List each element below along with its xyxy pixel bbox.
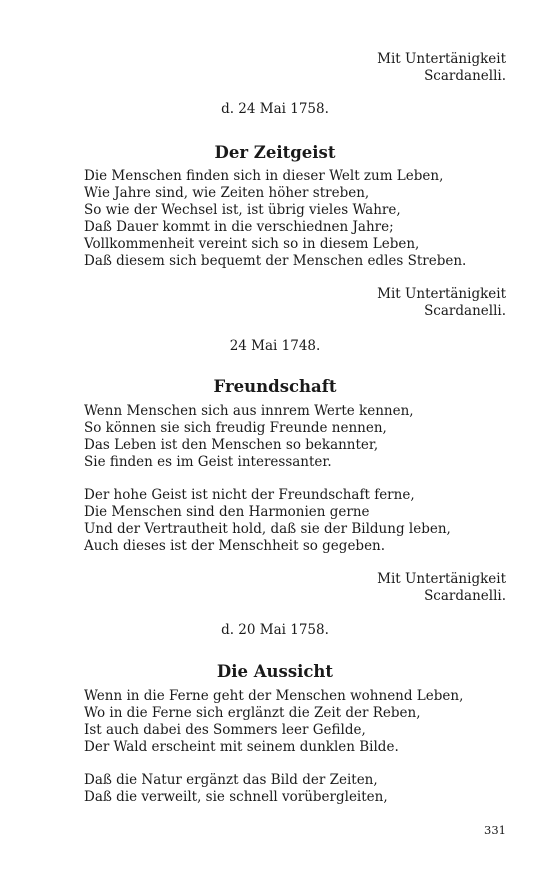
poem3-title: Die Aussicht (216, 662, 334, 681)
signature-line-2: Scardanelli. (424, 303, 506, 319)
poem-line: Auch dieses ist der Menschheit so gegeben. (84, 538, 386, 554)
poem-line: Und der Vertrautheit hold, daß sie der Bildung leben, (84, 521, 451, 537)
poem3-stanza-1 (84, 688, 463, 756)
poem1-title: Der Zeitgeist (214, 143, 336, 162)
signature-line-2: Scardanelli. (424, 588, 506, 604)
poem-line: So wie der Wechsel ist, ist übrig vieles Wahre, (84, 202, 401, 218)
poem-line: Wie Jahre sind, wie Zeiten höher streben, (84, 185, 370, 201)
poem-line: Daß diesem sich bequemt der Menschen edles Streben. (84, 253, 467, 269)
poem-line: Sie finden es im Geist interessanter. (84, 454, 332, 470)
signature-top (377, 51, 506, 85)
poem-line: Die Menschen sind den Harmonien gerne (84, 504, 370, 520)
poem-line: Vollkommenheit vereint sich so in diesem Leben, (84, 236, 420, 252)
poem2-signature (377, 571, 506, 605)
poem2-stanza-1 (84, 403, 414, 471)
signature-line-2: Scardanelli. (424, 68, 506, 84)
poem3-stanza-2 (84, 772, 388, 806)
poem-line: Die Menschen finden sich in dieser Welt zum Leben, (84, 168, 444, 184)
date-top: d. 24 Mai 1758. (221, 101, 329, 117)
poem1-stanza (84, 168, 466, 270)
poem-line: So können sie sich freudig Freunde nennen, (84, 420, 387, 436)
signature-line-1: Mit Untertänigkeit (377, 51, 506, 67)
poem-line: Ist auch dabei des Sommers leer Gefilde, (84, 722, 366, 738)
poem-line: Der hohe Geist ist nicht der Freundschaft ferne, (84, 487, 415, 503)
poem-line: Daß die Natur ergänzt das Bild der Zeiten, (84, 772, 378, 788)
poem1-date: 24 Mai 1748. (229, 338, 321, 354)
poem-line: Wo in die Ferne sich erglänzt die Zeit der Reben, (84, 705, 421, 721)
poem2-date: d. 20 Mai 1758. (221, 622, 329, 638)
poem-line: Der Wald erscheint mit seinem dunklen Bilde. (84, 739, 399, 755)
poem-line: Daß Dauer kommt in die verschiednen Jahre; (84, 219, 394, 235)
signature-line-1: Mit Untertänigkeit (377, 286, 506, 302)
poem-line: Wenn Menschen sich aus innrem Werte kennen, (84, 403, 414, 419)
poem2-title: Freundschaft (213, 377, 337, 396)
poem-line: Daß die verweilt, sie schnell vorübergleiten, (84, 789, 388, 805)
poem-line: Das Leben ist den Menschen so bekannter, (84, 437, 379, 453)
page-number: 331 (484, 823, 506, 837)
poem2-stanza-2 (84, 487, 451, 555)
poem1-signature (377, 286, 506, 320)
poem-line: Wenn in die Ferne geht der Menschen wohnend Leben, (84, 688, 464, 704)
signature-line-1: Mit Untertänigkeit (377, 571, 506, 587)
